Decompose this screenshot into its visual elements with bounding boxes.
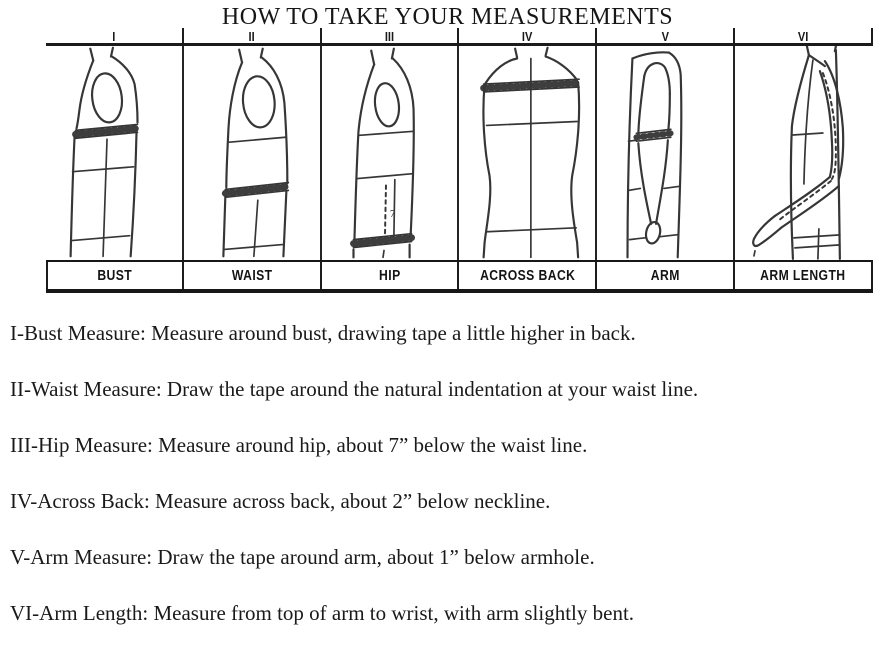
across-back-figure-illustration <box>459 46 595 260</box>
seven-inch-annotation: 7 <box>389 207 395 220</box>
label-text: HIP <box>378 267 401 284</box>
instruction-hip: III-Hip Measure: Measure around hip, about 7” below the waist line. <box>10 433 588 457</box>
armhole-outline <box>89 72 124 124</box>
instruction-list <box>10 320 888 656</box>
figure-cell-hip <box>322 46 460 260</box>
figure-cell-waist <box>184 46 322 260</box>
neck-line <box>111 48 113 57</box>
waist-figure-illustration <box>184 46 320 260</box>
instruction-bust: I-Bust Measure: Measure around bust, drawing tape a little higher in back. <box>10 321 636 345</box>
arm-measure-dashed-tape <box>778 181 831 221</box>
label-text: ARM <box>650 267 680 284</box>
numeral-label: II <box>248 29 255 44</box>
neck-line <box>392 49 394 59</box>
numeral-waist <box>184 28 322 43</box>
shoulder-cap <box>645 63 671 94</box>
center-seam <box>394 180 395 239</box>
figure-cell-arm-length <box>735 46 873 260</box>
label-arm <box>597 262 735 289</box>
figure-cell-across-back <box>459 46 597 260</box>
numeral-bust <box>46 28 184 43</box>
numeral-label: IV <box>522 29 533 44</box>
seven-inch-dashed-line <box>385 185 386 234</box>
neck-line <box>90 49 93 61</box>
label-text: BUST <box>97 267 133 284</box>
label-waist <box>184 262 322 289</box>
numeral-label: III <box>384 29 395 44</box>
neck-line <box>371 51 374 65</box>
label-across-back <box>459 262 597 289</box>
label-text: ARM LENGTH <box>760 267 846 284</box>
hand-outline <box>644 221 662 245</box>
instruction-arm: V-Arm Measure: Draw the tape around arm, about 1” below armhole. <box>10 545 595 569</box>
measurement-diagram-panel <box>46 28 873 293</box>
numeral-label: I <box>112 29 116 44</box>
label-arm-length <box>735 262 873 289</box>
instruction-arm-length: VI-Arm Length: Measure from top of arm to wrist, with arm slightly bent. <box>10 601 635 625</box>
neck-line <box>239 50 242 63</box>
numeral-across-back <box>459 28 597 43</box>
numeral-arm <box>597 28 735 43</box>
neck-line <box>516 49 518 58</box>
figure-numeral-row <box>46 28 873 43</box>
label-text: WAIST <box>231 267 273 284</box>
numeral-label: VI <box>797 29 809 44</box>
forearm-outline <box>775 177 830 216</box>
numeral-arm-length <box>735 28 873 43</box>
center-seam <box>254 200 258 256</box>
figure-cell-arm <box>597 46 735 260</box>
label-hip <box>322 262 460 289</box>
neck-line <box>261 49 263 58</box>
numeral-label: V <box>661 29 669 44</box>
hip-figure-illustration <box>322 46 458 260</box>
bust-figure-illustration <box>46 46 182 260</box>
body-seam <box>804 60 813 184</box>
label-text: ACROSS BACK <box>479 267 576 284</box>
arm-length-figure-illustration <box>735 46 873 260</box>
page-title: HOW TO TAKE YOUR MEASUREMENTS <box>221 4 674 30</box>
arm-figure-illustration <box>597 46 733 260</box>
center-seam <box>103 139 107 256</box>
instruction-waist: II-Waist Measure: Draw the tape around the natural indentation at your waist line. <box>10 377 699 401</box>
neck-line <box>546 48 548 56</box>
figure-label-strip <box>46 260 873 293</box>
numeral-hip <box>322 28 460 43</box>
instruction-across-back: IV-Across Back: Measure across back, about 2” below neckline. <box>10 489 551 513</box>
figure-cell-bust <box>46 46 184 260</box>
label-bust <box>46 262 184 289</box>
armhole-outline <box>372 82 401 128</box>
waist-tape-band <box>225 186 288 193</box>
armhole-outline <box>241 75 277 129</box>
hand-outline <box>753 216 781 246</box>
arm-tape-band <box>637 133 671 137</box>
figure-illustrations-row <box>46 46 873 260</box>
neck-line <box>807 46 809 55</box>
